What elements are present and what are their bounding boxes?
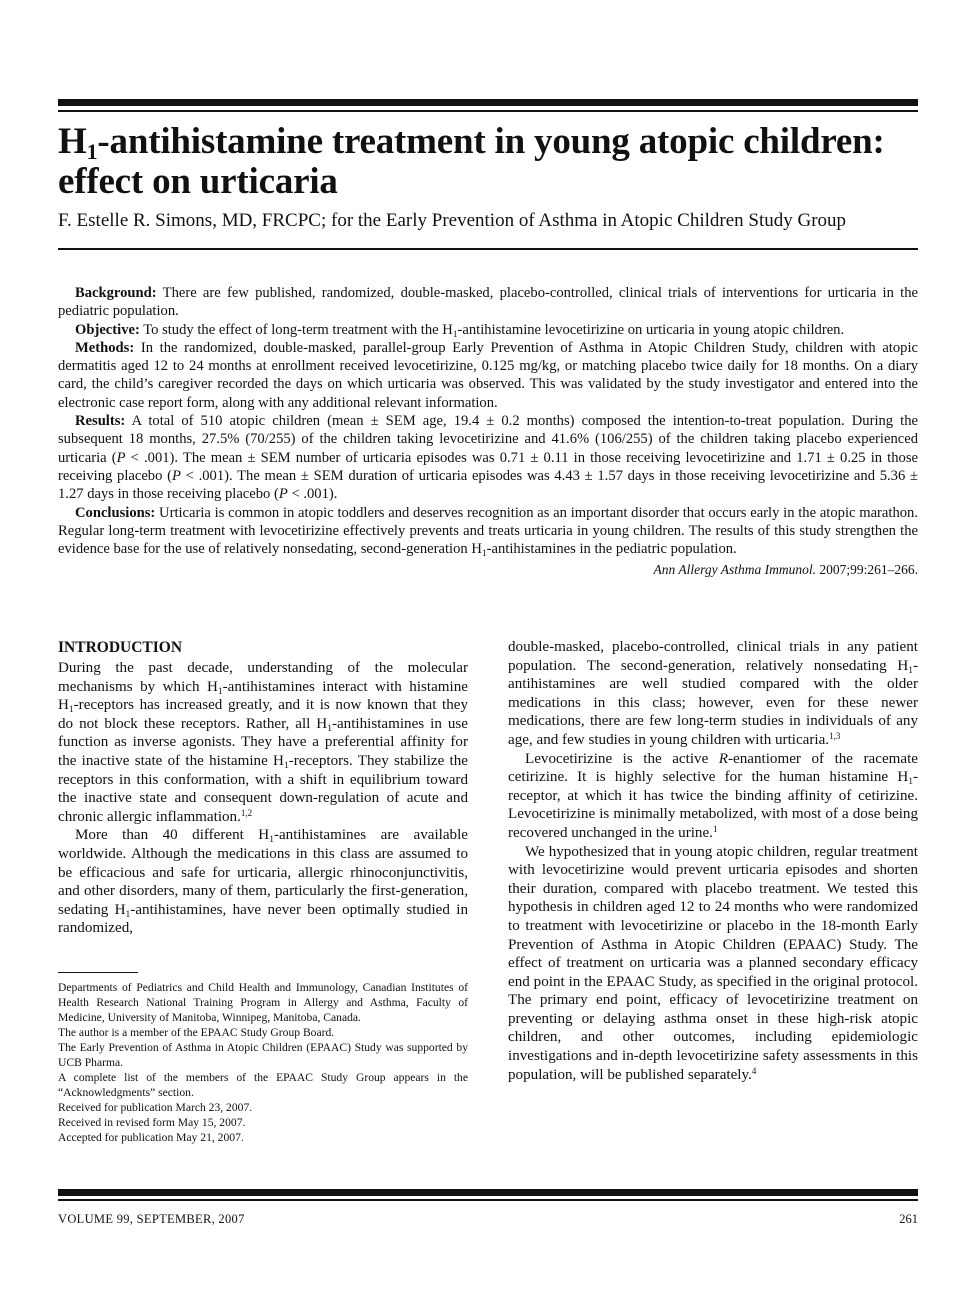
body-paragraph-levocetirizine: Levocetirizine is the active R-enantiomer of the racemate cetirizine. It is highly selective for the human histamine $H_1$-receptor, at which it has twice the binding affinity of cetirizine. Levocetirizine is minimally metabolized, with most of a dose being recovered unchanged in the urine.$^1$ <box>508 750 918 841</box>
article-title: $H_1$-antihistamine treatment in young atopic children: effect on urticaria <box>58 121 885 202</box>
bottom-rule-thick <box>58 1189 918 1196</box>
footnote-affiliation: Departments of Pediatrics and Child Health and Immunology, Canadian Institutes of Health Research National Training Program in Allergy and Asthma, Faculty of Medicine, University of Manitoba, Winnipeg, Manitoba, Canada. <box>58 981 468 1024</box>
page-number: 261 <box>899 1212 918 1226</box>
intro-paragraph-2: More than 40 different $H_1$-antihistamines are available worldwide. Although the medications in this class are assumed to be efficacious and safe for urticaria, allergic rhinoconjunctivitis, and other disorders, many of them, particularly the first-generation, sedating $H_1$-antihistamines, have never been optimally studied in randomized, <box>58 827 468 937</box>
left-column <box>58 638 468 938</box>
footnote-accepted: Accepted for publication May 21, 2007. <box>58 1131 244 1144</box>
abstract-objective: Objective: To study the effect of long-term treatment with the $H_1$-antihistamine levocetirizine on urticaria in young atopic children. <box>75 321 845 340</box>
intro-paragraph-1: During the past decade, understanding of the molecular mechanisms by which $H_1$-antihistamines interact with histamine $H_1$-receptors has increased greatly, and it is now known that they do not block these receptors. Rather, all $H_1$-antihistamines in use function as inverse agonists. They have a preferential affinity for the inactive state of the histamine $H_1$-receptors. They stabilize the receptors in this conformation, with a shift in equilibrium toward the inactive state and consequent down-regulation of acute and chronic allergic inflammation.$^{1,2}$ <box>58 660 468 825</box>
body-paragraph-hypothesis: We hypothesized that in young atopic children, regular treatment with levocetirizine would prevent urticaria episodes and shorten their duration, compared with placebo treatment. We tested this hypothesis in children aged 12 to 24 months who were randomized to treatment with levocetirizine or placebo in the 18-month Early Prevention of Asthma in Atopic Children (EPAAC) Study. The effect of treatment on urticaria was a planned secondary efficacy end point in the EPAAC Study, as specified in the original protocol. The primary end point, efficacy of levocetirizine treatment on preventing or delaying asthma onset in these high-risk atopic children, and other outcomes, including epidemiologic investigations and in-depth levocetirizine safety assessments in this population, will be published separately.$^4$ <box>508 843 918 1083</box>
right-column <box>508 638 918 1084</box>
footer-volume: VOLUME 99, SEPTEMBER, 2007 <box>58 1212 245 1226</box>
author-rule <box>58 248 918 250</box>
journal-page <box>58 0 918 1305</box>
top-rule-thick <box>58 99 918 106</box>
footnote-funding: The Early Prevention of Asthma in Atopic Children (EPAAC) Study was supported by UCB Pharma. <box>58 1041 468 1069</box>
abstract <box>58 284 918 580</box>
abstract-background: Background: There are few published, randomized, double-masked, placebo-controlled, clinical trials of interventions for urticaria in the pediatric population. <box>58 285 918 320</box>
author-line: F. Estelle R. Simons, MD, FRCPC; for the Early Prevention of Asthma in Atopic Children Study Group <box>58 210 847 231</box>
footnote-board: The author is a member of the EPAAC Study Group Board. <box>58 1026 335 1039</box>
abstract-conclusions: Conclusions: Urticaria is common in atopic toddlers and deserves recognition as an important disorder that occurs early in the atopic marathon. Regular long-term treatment with levocetirizine effectively prevents and treats urticaria in young children. The results of this study strengthen the evidence base for the use of relatively nonsedating, second-generation $H_1$-antihistamines in the pediatric population. <box>58 504 918 560</box>
footnote-received: Received for publication March 23, 2007. <box>58 1101 253 1114</box>
top-rule-thin <box>58 110 918 112</box>
footnote-revised: Received in revised form May 15, 2007. <box>58 1116 246 1129</box>
bottom-rule-thin <box>58 1199 918 1201</box>
footnote-rule <box>58 972 138 973</box>
body-paragraph-continued: double-masked, placebo-controlled, clinical trials in any patient population. The second-generation, relatively nonsedating $H_1$-antihistamines are well studied compared with the older medications in this class; however, even for these newer medications, there are few long-term studies in individuals of any age, and few studies in young children with urticaria.$^{1,3}$ <box>508 639 918 748</box>
footnote-members: A complete list of the members of the EPAAC Study Group appears in the “Acknowledgments” section. <box>58 1071 468 1099</box>
abstract-results: Results: A total of 510 atopic children (mean ± SEM age, 19.4 ± 0.2 months) composed the intention-to-treat population. During the subsequent 18 months, 27.5% (70/255) of the children taking levocetirizine and 41.6% (106/255) of the children taking placebo experienced urticaria (P < .001). The mean ± SEM number of urticaria episodes was 0.71 ± 0.11 in those receiving levocetirizine and 1.71 ± 0.25 in those receiving placebo (P < .001). The mean ± SEM duration of urticaria episodes was 4.43 ± 1.57 days in those receiving levocetirizine and 5.36 ± 1.27 days in those receiving placebo (P < .001). <box>58 413 919 503</box>
footnotes <box>58 980 468 1145</box>
section-heading-introduction: INTRODUCTION <box>58 639 183 656</box>
abstract-methods: Methods: In the randomized, double-masked, parallel-group Early Prevention of Asthma in Atopic Children Study, children with atopic dermatitis aged 12 to 24 months at enrollment received levocetirizine, 0.125 mg/kg, or matching placebo twice daily for 18 months. On a diary card, the child’s caregiver recorded the days on which urticaria was observed. This was validated by the study investigator and entered into the electronic case report form, along with any additional relevant information. <box>58 339 918 411</box>
citation: Ann Allergy Asthma Immunol. 2007;99:261–266. <box>653 562 918 578</box>
